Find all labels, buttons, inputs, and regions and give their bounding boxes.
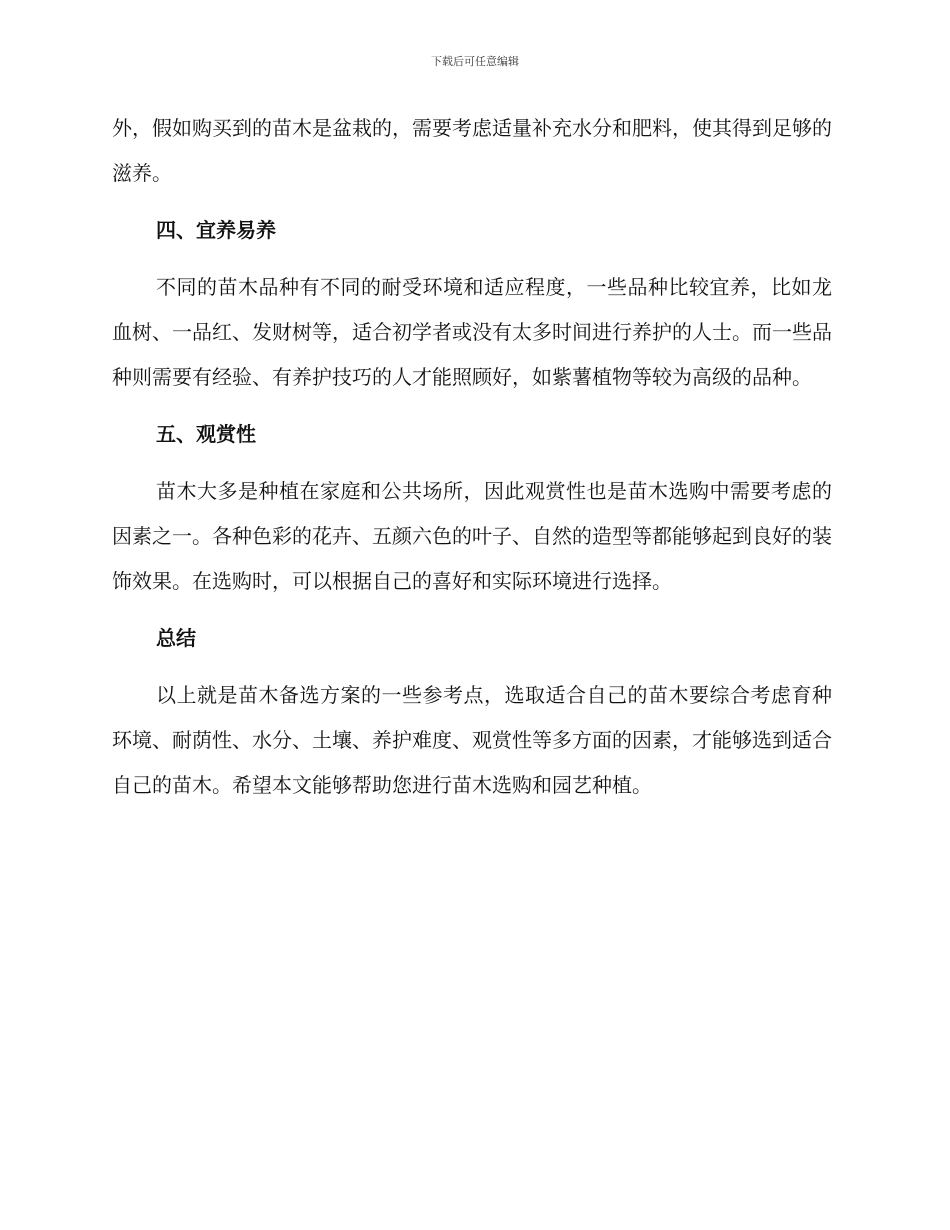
document-body xyxy=(112,106,832,820)
page-header: 下载后可任意编辑 xyxy=(431,55,519,68)
section-heading-4: 四、宜养易养 xyxy=(156,218,276,242)
continuation-paragraph: 外，假如购买到的苗木是盆栽的，需要考虑适量补充水分和肥料，使其得到足够的滋养。 xyxy=(112,116,832,185)
section-paragraph-4: 不同的苗木品种有不同的耐受环境和适应程度，一些品种比较宜养，比如龙血树、一品红、发财树等，适合初学者或没有太多时间进行养护的人士。而一些品种则需要有经验、有养护技巧的人才能照顾好，如紫薯植物等较为高级的品种。 xyxy=(112,275,832,389)
summary-heading: 总结 xyxy=(156,626,196,650)
summary-paragraph: 以上就是苗木备选方案的一些参考点，选取适合自己的苗木要综合考虑育种环境、耐荫性、水分、土壤、养护难度、观赏性等多方面的因素，才能够选到适合自己的苗木。希望本文能够帮助您进行苗木选购和园艺种植。 xyxy=(112,683,832,797)
section-heading-5: 五、观赏性 xyxy=(156,422,256,446)
section-paragraph-5: 苗木大多是种植在家庭和公共场所，因此观赏性也是苗木选购中需要考虑的因素之一。各种色彩的花卉、五颜六色的叶子、自然的造型等都能够起到良好的装饰效果。在选购时，可以根据自己的喜好和实际环境进行选择。 xyxy=(112,479,832,593)
